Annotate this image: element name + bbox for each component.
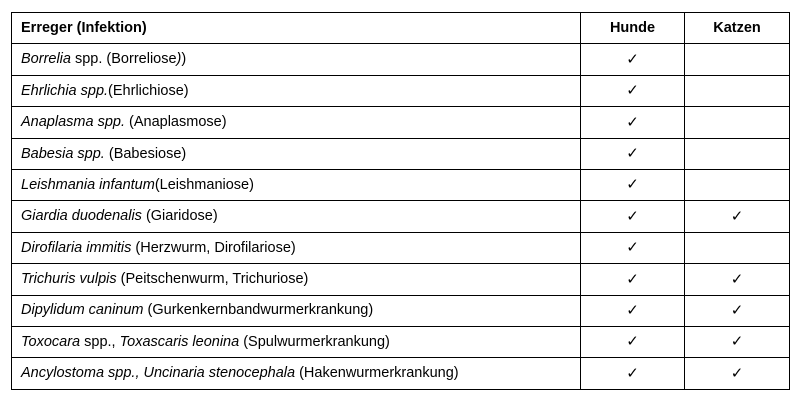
pathogen-name-italic: Dipylidum caninum [21,302,144,319]
check-mark-icon: ✓ [626,300,639,319]
pathogen-text: (Gurkenkernbandwurmerkrankung) [143,302,374,319]
pathogen-name-italic: Ancylostoma spp., Uncinaria stenocephala [21,365,296,382]
table-row [12,201,790,232]
dogs-cell [581,326,685,357]
pathogen-cell [12,358,581,389]
cats-cell [685,264,790,295]
pathogen-cell [12,201,581,232]
check-mark-icon: ✓ [626,363,639,382]
pathogen-cell [12,107,581,138]
check-mark-icon: ✓ [730,206,744,225]
table-row [12,107,790,138]
cats-cell [685,107,790,138]
check-mark-icon: ✓ [626,332,639,351]
cats-cell [685,326,790,357]
pathogen-table-container [11,12,790,390]
pathogen-name-italic: Trichuris vulpis [21,271,117,288]
check-mark-icon: ✓ [626,144,639,162]
pathogen-name-italic: Borrelia [21,51,71,68]
pathogen-text: spp., [80,333,120,350]
pathogen-text: (Leishmaniose) [154,176,254,193]
check-mark-icon: ✓ [730,332,744,351]
cats-cell [685,169,790,200]
cats-cell [685,75,790,106]
dogs-cell [581,107,685,138]
pathogen-name-italic: Toxascaris leonina [119,333,240,350]
dogs-cell [581,232,685,263]
pathogen-name-italic: Leishmania infantum [21,176,155,193]
pathogen-text: ) [181,51,187,68]
pathogen-cell [12,44,581,75]
check-mark-icon: ✓ [626,175,639,194]
check-mark-icon: ✓ [626,49,639,68]
table-row [12,75,790,106]
check-mark-icon: ✓ [626,206,639,225]
dogs-cell [581,169,685,200]
pathogen-name-italic: Giardia duodenalis [21,208,142,225]
pathogen-cell [12,295,581,326]
header-pathogen: Erreger (Infektion) [12,13,581,44]
dogs-cell [581,75,685,106]
cats-cell [685,44,790,75]
cats-cell [685,358,790,389]
pathogen-text: (Ehrlichiose) [108,82,189,99]
pathogen-text: (Giaridose) [141,208,218,225]
pathogen-text: spp. (Borreliose [70,51,177,68]
table-header-row [12,13,790,44]
pathogen-text: (Peitschenwurm, Trichuriose) [116,271,309,288]
dogs-cell [581,44,685,75]
table-row [12,44,790,75]
check-mark-icon: ✓ [626,269,639,288]
pathogen-name-italic: Dirofilaria immitis [21,239,132,256]
pathogen-text: (Babesiose) [104,145,187,162]
table-row [12,169,790,200]
table-row [12,295,790,326]
table-body [12,44,790,389]
table-row [12,232,790,263]
header-dogs: Hunde [581,13,685,44]
pathogen-cell [12,232,581,263]
cats-cell [685,295,790,326]
pathogen-cell [12,138,581,169]
cats-cell [685,201,790,232]
check-mark-icon: ✓ [730,269,744,288]
pathogen-text: (Anaplasmose) [124,114,227,131]
pathogen-cell [12,169,581,200]
pathogen-name-italic: Toxocara [21,333,81,350]
check-mark-icon: ✓ [730,300,744,319]
dogs-cell [581,201,685,232]
pathogen-table [11,12,790,390]
pathogen-text: (Herzwurm, Dirofilariose) [131,239,296,256]
table-row [12,358,790,389]
check-mark-icon: ✓ [626,238,639,257]
table-row [12,264,790,295]
pathogen-name-italic: Babesia spp. [21,145,105,162]
header-cats: Katzen [685,13,790,44]
pathogen-cell [12,326,581,357]
dogs-cell [581,295,685,326]
table-row [12,326,790,357]
dogs-cell [581,264,685,295]
pathogen-text: (Hakenwurmerkrankung) [295,365,459,382]
cats-cell [685,232,790,263]
pathogen-name-italic: Anaplasma spp. [21,114,125,131]
pathogen-cell [12,264,581,295]
pathogen-name-italic: Ehrlichia spp. [21,82,109,99]
pathogen-text: (Spulwurmerkrankung) [239,333,390,350]
table-row [12,138,790,169]
dogs-cell [581,358,685,389]
dogs-cell [581,138,685,169]
check-mark-icon: ✓ [626,81,639,100]
check-mark-icon: ✓ [626,112,639,131]
pathogen-name-italic: ) [176,51,182,68]
check-mark-icon: ✓ [730,363,744,382]
pathogen-cell [12,75,581,106]
cats-cell [685,138,790,169]
